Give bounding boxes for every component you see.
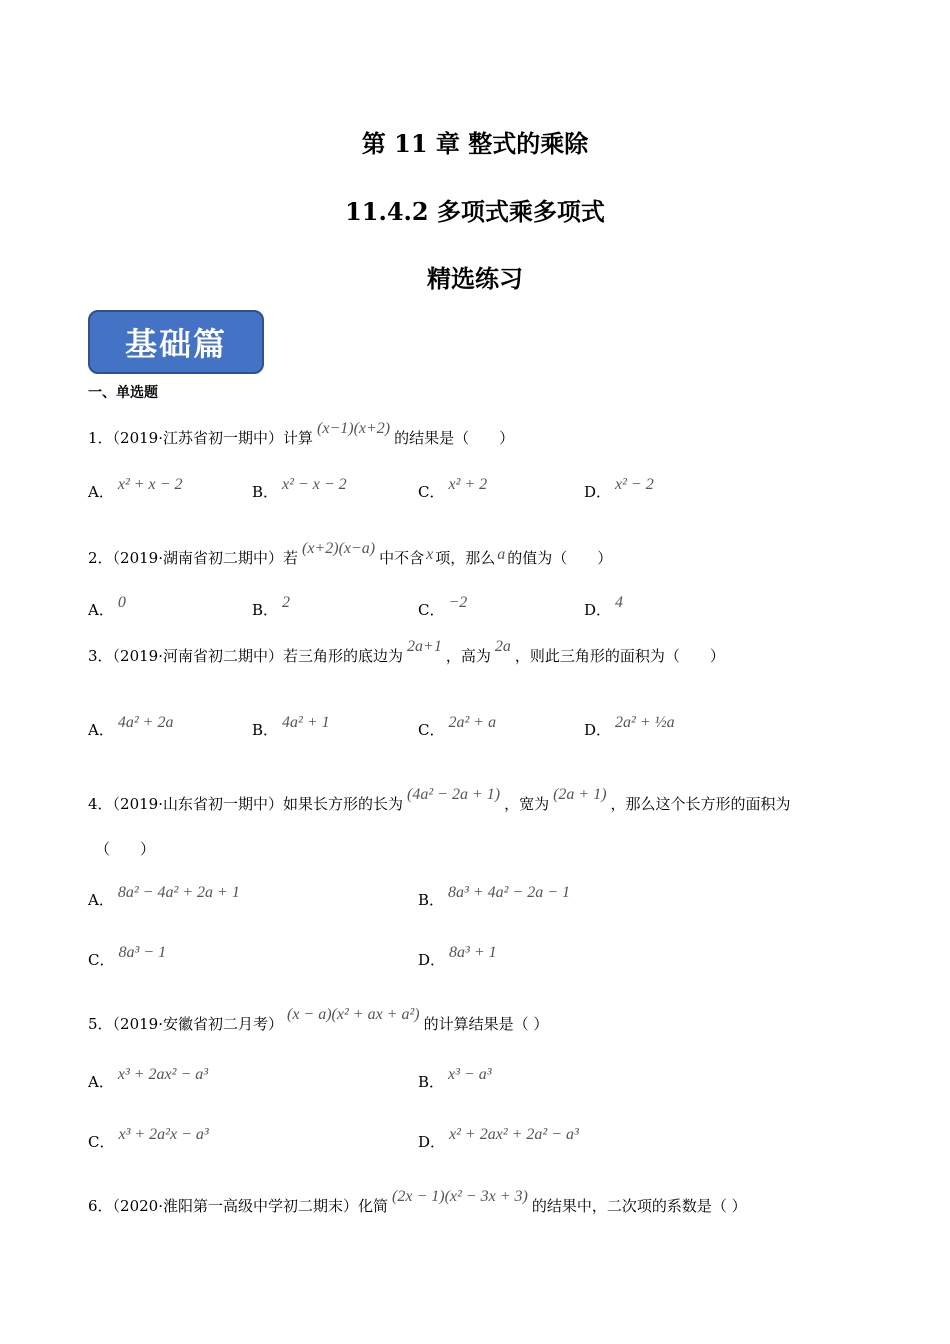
option-label: D． bbox=[584, 601, 612, 619]
question-text: ，宽为 bbox=[504, 795, 550, 813]
option-label: D． bbox=[418, 1133, 446, 1151]
option-expression: −2 bbox=[448, 594, 468, 611]
option-expression: x² − 2 bbox=[615, 476, 654, 493]
option-label: C． bbox=[88, 951, 115, 969]
option-expression: x² − x − 2 bbox=[282, 476, 347, 493]
question-text: 的计算结果是（ ） bbox=[423, 1015, 549, 1033]
option-3c[interactable] bbox=[418, 714, 500, 740]
option-2b[interactable] bbox=[252, 594, 294, 620]
question-source: （2020·淮阳第一高级中学初二期末） bbox=[112, 1197, 358, 1215]
question-text: 计算 bbox=[283, 429, 314, 447]
option-label: A． bbox=[88, 721, 114, 739]
option-label: B． bbox=[252, 721, 279, 739]
exercise-subtitle: 精选练习 bbox=[427, 264, 523, 293]
option-label: C． bbox=[418, 601, 445, 619]
question-3 bbox=[88, 638, 725, 666]
math-expression: (x+2)(x−a) bbox=[302, 540, 376, 557]
option-4d[interactable] bbox=[418, 944, 501, 970]
math-variable: a bbox=[497, 546, 506, 563]
question-text: 化简 bbox=[358, 1197, 389, 1215]
question-source: （2019·湖南省初二期中） bbox=[112, 549, 283, 567]
math-variable: x bbox=[426, 546, 434, 563]
option-4c[interactable] bbox=[88, 944, 170, 970]
question-number: 5． bbox=[88, 1015, 113, 1033]
question-number: 2． bbox=[88, 549, 113, 567]
option-1d[interactable] bbox=[584, 476, 658, 502]
part-heading: 一、单选题 bbox=[88, 385, 158, 401]
chapter-title: 第 11 章 整式的乘除 bbox=[361, 129, 589, 158]
option-5a[interactable] bbox=[88, 1066, 212, 1092]
option-expression: x² + 2ax² + 2a² − a³ bbox=[449, 1126, 579, 1143]
question-text: ，高为 bbox=[445, 647, 491, 665]
option-expression: 8a³ − 1 bbox=[118, 944, 167, 961]
option-label: B． bbox=[418, 891, 445, 909]
option-label: A． bbox=[88, 1073, 114, 1091]
option-expression: 8a³ + 4a² − 2a − 1 bbox=[448, 884, 571, 901]
option-expression: x³ + 2ax² − a³ bbox=[117, 1066, 209, 1083]
math-expression: 2a bbox=[494, 638, 511, 655]
option-3b[interactable] bbox=[252, 714, 334, 740]
question-text: 如果长方形的长为 bbox=[283, 795, 404, 813]
question-text: 项，那么 bbox=[435, 549, 496, 567]
option-label: B． bbox=[418, 1073, 445, 1091]
option-expression: x² + 2 bbox=[448, 476, 488, 493]
option-label: C． bbox=[88, 1133, 115, 1151]
question-6 bbox=[88, 1188, 747, 1216]
option-4b[interactable] bbox=[418, 884, 574, 910]
option-expression: 8a³ + 1 bbox=[449, 944, 497, 961]
question-text: 的结果中，二次项的系数是（ ） bbox=[531, 1197, 747, 1215]
option-label: C． bbox=[418, 721, 445, 739]
question-source: （2019·河南省初二期中） bbox=[112, 647, 283, 665]
math-expression: (x−1)(x+2) bbox=[317, 420, 391, 437]
question-4 bbox=[88, 786, 791, 814]
option-expression: 4a² + 2a bbox=[117, 714, 174, 731]
question-text: 若 bbox=[283, 549, 299, 567]
question-text: 的值为（ ） bbox=[507, 549, 613, 567]
option-3a[interactable] bbox=[88, 714, 177, 740]
option-2c[interactable] bbox=[418, 594, 471, 620]
math-expression: (2x − 1)(x² − 3x + 3) bbox=[392, 1188, 528, 1205]
question-number: 6． bbox=[88, 1197, 113, 1215]
option-1b[interactable] bbox=[252, 476, 351, 502]
option-expression: 4 bbox=[615, 594, 624, 611]
option-expression: 2a² + ½a bbox=[615, 714, 675, 731]
option-expression: 4a² + 1 bbox=[282, 714, 330, 731]
option-5d[interactable] bbox=[418, 1126, 583, 1152]
answer-blank: （ ） bbox=[95, 840, 156, 858]
option-2a[interactable] bbox=[88, 594, 130, 620]
math-expression: (4a² − 2a + 1) bbox=[407, 786, 501, 803]
question-text: 若三角形的底边为 bbox=[283, 647, 404, 665]
option-5c[interactable] bbox=[88, 1126, 213, 1152]
question-text: 中不含 bbox=[379, 549, 425, 567]
question-1 bbox=[88, 420, 514, 448]
option-label: D． bbox=[418, 951, 446, 969]
option-label: D． bbox=[584, 483, 612, 501]
option-label: A． bbox=[88, 483, 114, 501]
option-expression: x³ + 2a²x − a³ bbox=[118, 1126, 209, 1143]
option-1a[interactable] bbox=[88, 476, 186, 502]
question-text: ，那么这个长方形的面积为 bbox=[610, 795, 791, 813]
question-source: （2019·山东省初一期中） bbox=[112, 795, 283, 813]
option-4a[interactable] bbox=[88, 884, 244, 910]
option-expression: 2 bbox=[282, 594, 291, 611]
level-badge: 基础篇 bbox=[88, 310, 264, 374]
option-1c[interactable] bbox=[418, 476, 491, 502]
option-3d[interactable] bbox=[584, 714, 679, 740]
option-expression: 0 bbox=[117, 594, 126, 611]
option-label: D． bbox=[584, 721, 612, 739]
question-2 bbox=[88, 540, 612, 568]
math-expression: (x − a)(x² + ax + a²) bbox=[287, 1006, 420, 1023]
option-expression: 2a² + a bbox=[448, 714, 497, 731]
option-label: C． bbox=[418, 483, 445, 501]
question-number: 3． bbox=[88, 647, 113, 665]
question-source: （2019·江苏省初一期中） bbox=[112, 429, 283, 447]
option-label: B． bbox=[252, 601, 279, 619]
option-label: A． bbox=[88, 891, 114, 909]
question-source: （2019·安徽省初二月考） bbox=[112, 1015, 283, 1033]
math-expression: (2a + 1) bbox=[553, 786, 607, 803]
option-label: B． bbox=[252, 483, 279, 501]
option-expression: x² + x − 2 bbox=[117, 476, 183, 493]
question-text: ，则此三角形的面积为（ ） bbox=[514, 647, 725, 665]
question-number: 4． bbox=[88, 795, 113, 813]
option-expression: x³ − a³ bbox=[448, 1066, 492, 1083]
question-text: 的结果是（ ） bbox=[394, 429, 515, 447]
option-5b[interactable] bbox=[418, 1066, 496, 1092]
math-expression: 2a+1 bbox=[407, 638, 442, 655]
option-expression: 8a² − 4a² + 2a + 1 bbox=[117, 884, 240, 901]
option-2d[interactable] bbox=[584, 594, 627, 620]
section-title: 11.4.2 多项式乘多项式 bbox=[345, 197, 605, 226]
question-number: 1． bbox=[88, 429, 113, 447]
option-label: A． bbox=[88, 601, 114, 619]
question-5 bbox=[88, 1006, 548, 1034]
